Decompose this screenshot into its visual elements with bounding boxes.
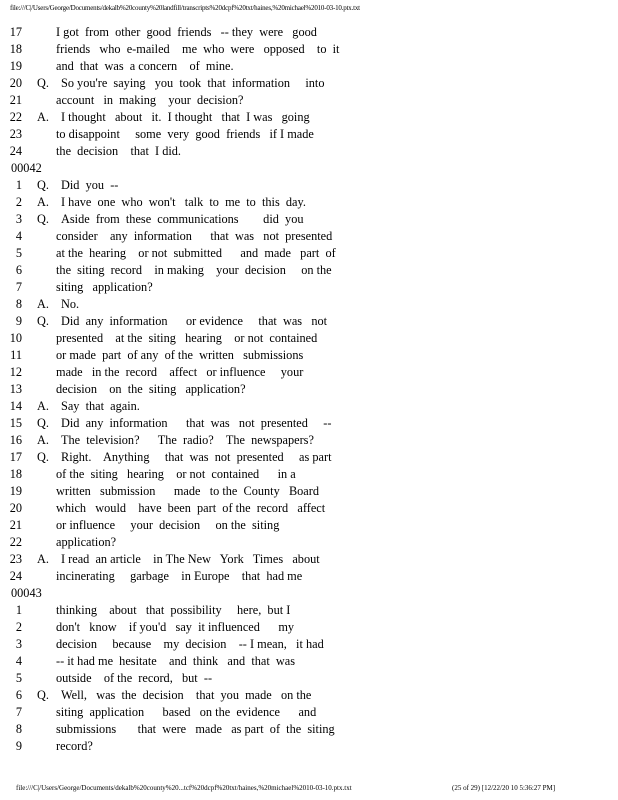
transcript-line: [0, 398, 618, 415]
page-info-footer: (25 of 29) [12/22/20 10 5:36:27 PM]: [452, 784, 556, 792]
transcript-line: [0, 670, 618, 687]
line-text: Well, was the decision that you made on the: [61, 688, 312, 702]
line-text: to disappoint some very good friends if I made: [56, 127, 314, 141]
line-text: at the hearing or not submitted and made part of: [56, 246, 336, 260]
line-number: 6: [15, 263, 22, 277]
transcript-line: [0, 279, 618, 296]
line-text: I got from other good friends -- they were good: [56, 25, 317, 39]
transcript-line: [0, 24, 618, 41]
transcript-line: [0, 381, 618, 398]
transcript-line: [0, 228, 618, 245]
line-text: the decision that I did.: [56, 144, 181, 158]
line-number: 17: [9, 25, 22, 39]
line-number: 1: [15, 178, 22, 192]
speaker-label: Q.: [37, 688, 49, 702]
page-marker: [0, 160, 618, 177]
transcript-line: [0, 568, 618, 585]
line-number: 1: [15, 603, 22, 617]
transcript-body: [0, 24, 618, 755]
line-number: 23: [9, 127, 22, 141]
transcript-line: [0, 126, 618, 143]
line-number: 16: [9, 433, 22, 447]
line-text: -- it had me hesitate and think and that was: [56, 654, 296, 668]
line-text: Right. Anything that was not presented as part: [61, 450, 332, 464]
line-number: 20: [9, 501, 22, 515]
line-text: written submission made to the County Board: [56, 484, 319, 498]
line-number: 23: [9, 552, 22, 566]
line-number: 5: [15, 246, 22, 260]
line-number: 4: [15, 229, 22, 243]
line-number: 9: [15, 739, 22, 753]
transcript-line: [0, 449, 618, 466]
speaker-label: Q.: [37, 314, 49, 328]
line-number: 11: [10, 348, 22, 362]
transcript-line: [0, 738, 618, 755]
speaker-label: Q.: [37, 76, 49, 90]
transcript-line: [0, 364, 618, 381]
transcript-line: [0, 534, 618, 551]
line-number: 19: [9, 484, 22, 498]
line-text: Did you --: [61, 178, 119, 192]
transcript-line: [0, 177, 618, 194]
line-number: 14: [9, 399, 22, 413]
transcript-line: [0, 41, 618, 58]
speaker-label: A.: [37, 552, 49, 566]
line-text: submissions that were made as part of the siting: [56, 722, 335, 736]
transcript-line: [0, 432, 618, 449]
line-number: 5: [15, 671, 22, 685]
line-text: Say that again.: [61, 399, 140, 413]
speaker-label: Q.: [37, 416, 49, 430]
line-text: The television? The radio? The newspapers?: [61, 433, 314, 447]
line-number: 3: [15, 637, 22, 651]
transcript-line: [0, 143, 618, 160]
transcript-line: [0, 602, 618, 619]
transcript-line: [0, 500, 618, 517]
file-path-header: file:///C|/Users/George/Documents/dekalb%20county%20landfill/transcripts%20dcpf%20txt/haines,%20michael%2010-03-10.ptx.txt: [10, 4, 360, 12]
line-text: thinking about that possibility here, but I: [56, 603, 291, 617]
line-number: 24: [9, 569, 22, 583]
line-text: consider any information that was not presented: [56, 229, 333, 243]
transcript-line: [0, 483, 618, 500]
line-text: of the siting hearing or not contained in a: [56, 467, 296, 481]
speaker-label: A.: [37, 195, 49, 209]
transcript-line: [0, 194, 618, 211]
line-text: incinerating garbage in Europe that had me: [56, 569, 303, 583]
line-number: 10: [9, 331, 22, 345]
line-number: 18: [9, 467, 22, 481]
transcript-line: [0, 619, 618, 636]
line-number: 20: [9, 76, 22, 90]
line-text: decision because my decision -- I mean, it had: [56, 637, 324, 651]
line-number: 6: [15, 688, 22, 702]
line-text: which would have been part of the record affect: [56, 501, 326, 515]
line-text: I have one who won't talk to me to this day.: [61, 195, 306, 209]
speaker-label: A.: [37, 297, 49, 311]
line-text: presented at the siting hearing or not contained: [56, 331, 318, 345]
transcript-line: [0, 262, 618, 279]
line-text: or influence your decision on the siting: [56, 518, 280, 532]
line-text: siting application?: [56, 280, 153, 294]
transcript-line: [0, 415, 618, 432]
transcript-line: [0, 296, 618, 313]
transcript-line: [0, 517, 618, 534]
line-number: 2: [15, 195, 22, 209]
line-text: made in the record affect or influence your: [56, 365, 304, 379]
transcript-line: [0, 330, 618, 347]
line-text: So you're saying you took that information into: [61, 76, 325, 90]
speaker-label: Q.: [37, 450, 49, 464]
transcript-line: [0, 551, 618, 568]
line-text: or made part of any of the written submissions: [56, 348, 304, 362]
speaker-label: Q.: [37, 178, 49, 192]
transcript-line: [0, 92, 618, 109]
page-number: 00043: [11, 586, 42, 600]
line-text: Aside from these communications did you: [61, 212, 304, 226]
speaker-label: Q.: [37, 212, 49, 226]
line-number: 3: [15, 212, 22, 226]
line-text: decision on the siting application?: [56, 382, 246, 396]
line-text: account in making your decision?: [56, 93, 244, 107]
line-number: 9: [15, 314, 22, 328]
line-number: 24: [9, 144, 22, 158]
line-text: application?: [56, 535, 117, 549]
line-number: 7: [15, 705, 22, 719]
line-number: 15: [9, 416, 22, 430]
page-number: 00042: [11, 161, 42, 175]
line-text: and that was a concern of mine.: [56, 59, 234, 73]
line-text: Did any information that was not presented --: [61, 416, 332, 430]
transcript-line: [0, 313, 618, 330]
line-number: 2: [15, 620, 22, 634]
transcript-line: [0, 653, 618, 670]
line-number: 13: [9, 382, 22, 396]
speaker-label: A.: [37, 110, 49, 124]
line-text: outside of the record, but --: [56, 671, 213, 685]
line-number: 8: [15, 297, 22, 311]
transcript-line: [0, 636, 618, 653]
transcript-line: [0, 211, 618, 228]
line-number: 4: [15, 654, 22, 668]
file-path-footer: file:///C|/Users/George/Documents/dekalb%20county%20...tcf%20dcpf%20txt/haines,%20michael%2010-03-10.ptx.txt: [16, 784, 352, 792]
line-number: 7: [15, 280, 22, 294]
transcript-line: [0, 687, 618, 704]
line-number: 21: [9, 93, 22, 107]
page-marker: [0, 585, 618, 602]
line-text: siting application based on the evidence and: [56, 705, 317, 719]
line-text: No.: [61, 297, 80, 311]
transcript-line: [0, 75, 618, 92]
line-text: the siting record in making your decision on the: [56, 263, 332, 277]
line-number: 18: [9, 42, 22, 56]
transcript-line: [0, 109, 618, 126]
line-number: 12: [9, 365, 22, 379]
line-number: 17: [9, 450, 22, 464]
line-number: 8: [15, 722, 22, 736]
line-text: friends who e-mailed me who were opposed to it: [56, 42, 340, 56]
line-number: 22: [9, 110, 22, 124]
line-text: I read an article in The New York Times about: [61, 552, 320, 566]
speaker-label: A.: [37, 433, 49, 447]
transcript-line: [0, 466, 618, 483]
line-text: record?: [56, 739, 93, 753]
transcript-line: [0, 58, 618, 75]
line-text: Did any information or evidence that was not: [61, 314, 328, 328]
line-text: I thought about it. I thought that I was going: [61, 110, 310, 124]
transcript-line: [0, 721, 618, 738]
speaker-label: A.: [37, 399, 49, 413]
line-text: don't know if you'd say it influenced my: [56, 620, 295, 634]
transcript-line: [0, 347, 618, 364]
line-number: 22: [9, 535, 22, 549]
transcript-line: [0, 245, 618, 262]
line-number: 21: [9, 518, 22, 532]
transcript-line: [0, 704, 618, 721]
line-number: 19: [9, 59, 22, 73]
